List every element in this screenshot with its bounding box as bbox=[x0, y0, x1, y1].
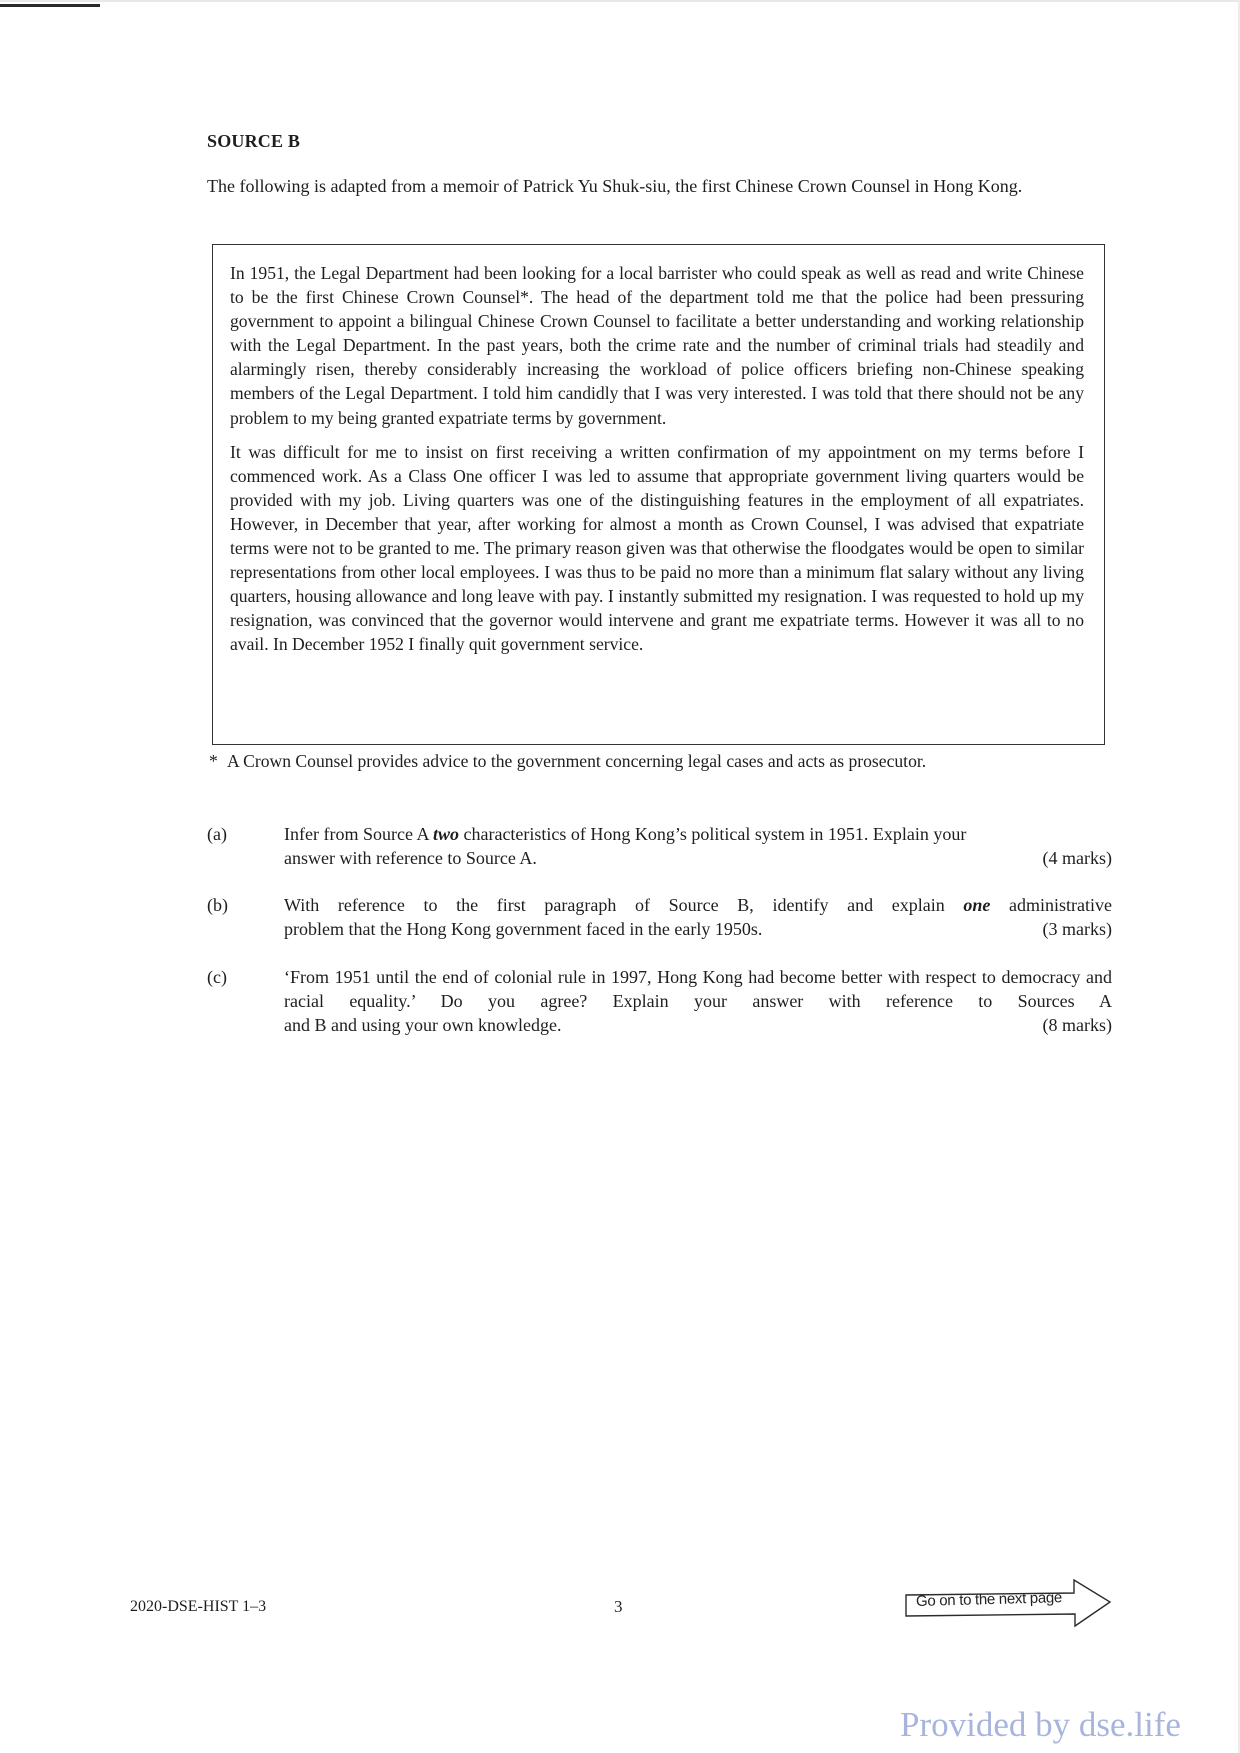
question-marks: (3 marks) bbox=[1042, 919, 1112, 939]
question-label: (a) bbox=[207, 824, 227, 844]
question-label: (c) bbox=[207, 967, 227, 987]
question-b bbox=[207, 893, 1112, 941]
source-paragraph-1: In 1951, the Legal Department had been looking for a local barrister who could speak as well as read and write Chinese to be the first Chinese Crown Counsel*. The head of the department told me that the police had been pressuring government to appoint a bilingual Chinese Crown Counsel to facilitate a better understanding and working relationship with the Legal Department. In the past years, both the crime rate and the number of criminal trials had steadily and alarmingly risen, thereby considerably increasing the workload of police officers briefing non-Chinese speaking members of the Legal Department. I told him candidly that I was very interested. I was told that there should not be any problem to my being granted expatriate terms by government. bbox=[230, 263, 1084, 428]
question-last-line bbox=[284, 917, 1112, 941]
question-text bbox=[284, 965, 1112, 1037]
question-c bbox=[207, 965, 1112, 1037]
question-line bbox=[284, 893, 1112, 917]
question-last-line bbox=[284, 846, 1112, 870]
watermark: Provided by dse.life bbox=[900, 1705, 1181, 1744]
footnote-text: A Crown Counsel provides advice to the government concerning legal cases and acts as prosecutor. bbox=[227, 751, 927, 771]
question-text bbox=[284, 822, 1112, 870]
source-excerpt-box bbox=[212, 244, 1105, 745]
next-page-arrow bbox=[904, 1578, 1112, 1630]
source-intro: The following is adapted from a memoir of Patrick Yu Shuk-siu, the first Chinese Crown Counsel in Hong Kong. bbox=[207, 176, 1023, 196]
question-line: ‘From 1951 until the end of colonial rule in 1997, Hong Kong had become better with respect to democracy and racial equality.’ Do you agree? Explain your answer with reference to Sources A bbox=[284, 967, 1112, 1011]
question-label: (b) bbox=[207, 895, 228, 915]
question-a bbox=[207, 822, 1112, 870]
question-text-part: Infer from Source A bbox=[284, 824, 433, 844]
question-text-part: problem that the Hong Kong government faced in the early 1950s. bbox=[284, 919, 763, 939]
question-text-part: and B and using your own knowledge. bbox=[284, 1015, 562, 1035]
page-number: 3 bbox=[614, 1597, 623, 1616]
question-text bbox=[284, 893, 1112, 941]
question-emphasis: two bbox=[432, 824, 459, 844]
question-emphasis: one bbox=[963, 895, 991, 915]
question-marks: (4 marks) bbox=[1042, 848, 1112, 868]
scan-mark bbox=[0, 4, 100, 7]
question-line bbox=[284, 822, 1112, 846]
question-last-line bbox=[284, 1013, 1112, 1037]
next-page-label: Go on to the next page bbox=[915, 1589, 1063, 1610]
paper-code: 2020-DSE-HIST 1–3 bbox=[130, 1598, 267, 1615]
question-text-part: With reference to the first paragraph of Source B, identify and explain bbox=[284, 895, 964, 915]
question-marks: (8 marks) bbox=[1042, 1015, 1112, 1035]
source-paragraph-2: It was difficult for me to insist on first receiving a written confirmation of my appointment on my terms before I commenced work. As a Class One officer I was led to assume that appropriate government living quarters would be provided with my job. Living quarters was one of the distinguishing features in the employment of all expatriates. However, in December that year, after working for almost a month as Crown Counsel, I was advised that expatriate terms were not to be granted to me. The primary reason given was that otherwise the floodgates would be open to similar representations from other local employees. I was thus to be paid no more than a minimum flat salary without any living quarters, housing allowance and long leave with pay. I instantly submitted my resignation. I was requested to hold up my resignation, was convinced that the governor would intervene and grant me expatriate terms. However it was all to no avail. In December 1952 I finally quit government service. bbox=[230, 441, 1084, 655]
footnote-marker: * bbox=[209, 751, 218, 771]
footnote bbox=[209, 749, 926, 773]
scan-edge-top bbox=[0, 0, 1240, 2]
question-text-part: administrative bbox=[990, 895, 1112, 915]
source-title: SOURCE B bbox=[207, 131, 301, 151]
question-text-part: answer with reference to Source A. bbox=[284, 848, 537, 868]
question-text-part: characteristics of Hong Kong’s political system in 1951. Explain your bbox=[458, 824, 967, 844]
